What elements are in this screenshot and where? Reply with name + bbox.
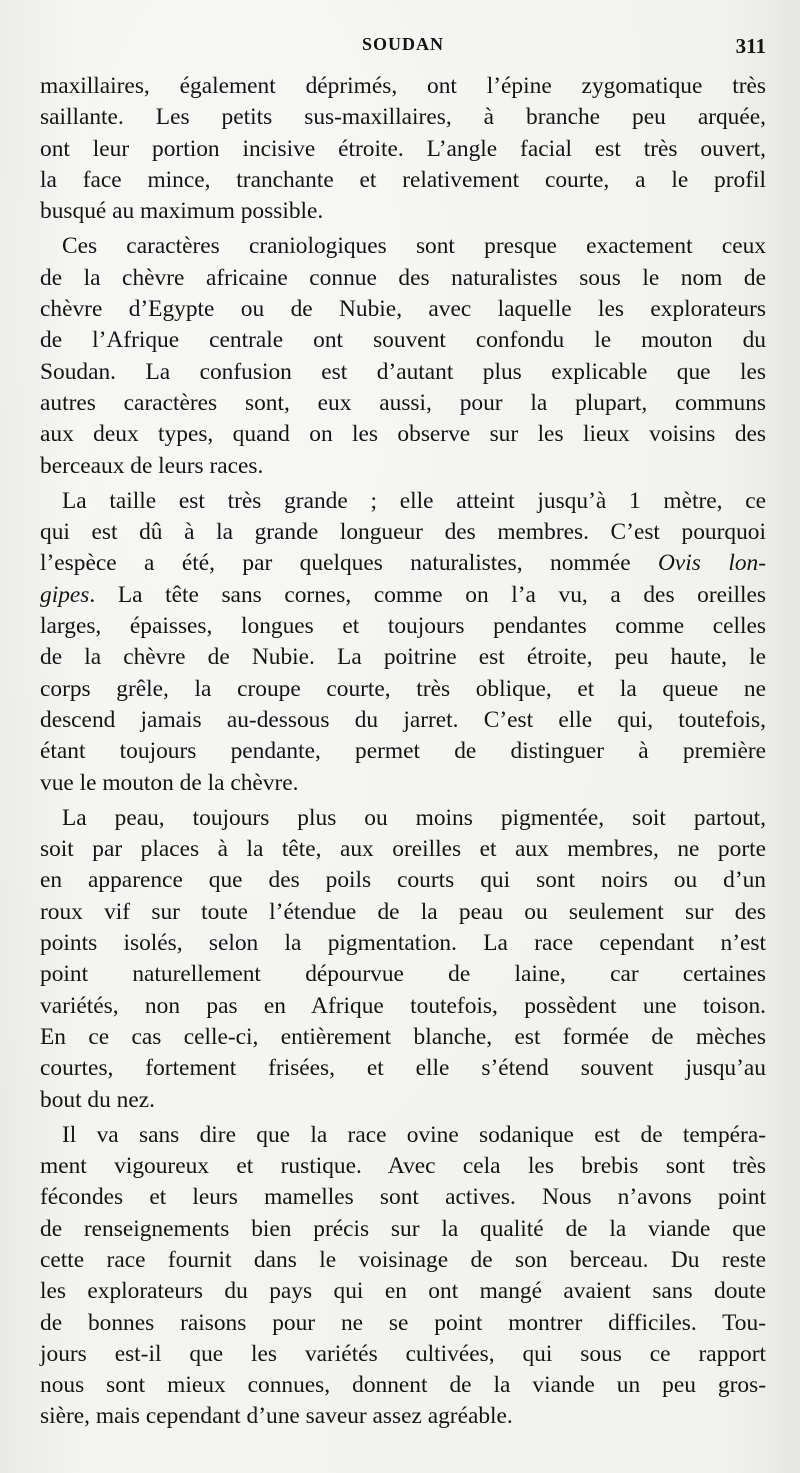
text-line: saillante. Les petits sus-maxillaires, à branche peu arquée,: [40, 104, 766, 131]
text-line: nous sont mieux connues, donnent de la viande un peu gros-: [40, 1372, 766, 1399]
text-line: variétés, non pas en Afrique toutefois, possèdent une toison.: [40, 992, 766, 1019]
text-line: étant toujours pendante, permet de distinguer à première: [40, 738, 766, 765]
text-line: la face mince, tranchante et relativement courte, a le profil: [40, 166, 766, 193]
text-line: point naturellement dépourvue de laine, car certaines: [40, 961, 766, 988]
paragraph: [40, 71, 766, 227]
text-line: Ces caractères craniologiques sont presque exactement ceux: [62, 233, 766, 260]
text-line: de la chèvre de Nubie. La poitrine est étroite, peu haute, le: [40, 644, 766, 671]
paragraph: [40, 486, 766, 799]
text-line: busqué au maximum possible.: [40, 198, 324, 225]
text-line: l’espèce a été, par quelques naturalistes, nommée Ovis lon-: [40, 550, 766, 577]
text-line: larges, épaisses, longues et toujours pendantes comme celles: [40, 613, 766, 640]
body-text: [40, 71, 766, 1437]
text-line: roux vif sur toute l’étendue de la peau ou seulement sur des: [40, 898, 766, 925]
text-line: en apparence que des poils courts qui sont noirs ou d’un: [40, 867, 766, 894]
text-line: La peau, toujours plus ou moins pigmentée, soit partout,: [62, 804, 766, 831]
text-line: gipes. La tête sans cornes, comme on l’a vu, a des oreilles: [40, 581, 766, 608]
text-line: berceaux de leurs races.: [40, 452, 264, 479]
text-line: corps grêle, la croupe courte, très oblique, et la queue ne: [40, 675, 766, 702]
text-line: bout du nez.: [40, 1086, 155, 1113]
text-line: autres caractères sont, eux aussi, pour la plupart, communs: [40, 389, 766, 416]
text-line: les explorateurs du pays qui en ont mangé avaient sans doute: [40, 1278, 766, 1305]
text-line: chèvre d’Egypte ou de Nubie, avec laquelle les explorateurs: [40, 296, 766, 323]
italic-term: Ovis lon-: [658, 550, 766, 577]
text-line: Il va sans dire que la race ovine sodanique est de tempéra-: [62, 1121, 766, 1148]
text-line: fécondes et leurs mamelles sont actives. Nous n’avons point: [40, 1184, 766, 1211]
text-line: soit par places à la tête, aux oreilles et aux membres, ne porte: [40, 836, 766, 863]
page-number: 311: [735, 34, 766, 58]
text-line: de l’Afrique centrale ont souvent confondu le mouton du: [40, 327, 766, 354]
text-line: ont leur portion incisive étroite. L’angle facial est très ouvert,: [40, 135, 766, 162]
text-line: sière, mais cependant d’une saveur assez agréable.: [40, 1403, 513, 1430]
text-line: aux deux types, quand on les observe sur les lieux voisins des: [40, 421, 766, 448]
text-line: courtes, fortement frisées, et elle s’étend souvent jusqu’au: [40, 1055, 766, 1082]
text-line: ment vigoureux et rustique. Avec cela les brebis sont très: [40, 1153, 766, 1180]
text-line: descend jamais au-dessous du jarret. C’est elle qui, toutefois,: [40, 706, 766, 733]
text-line: jours est-il que les variétés cultivées, qui sous ce rapport: [40, 1340, 766, 1367]
text-line: En ce cas celle-ci, entièrement blanche, est formée de mèches: [40, 1023, 766, 1050]
text-line: de renseignements bien précis sur la qualité de la viande que: [40, 1215, 766, 1242]
text-line: La taille est très grande ; elle atteint jusqu’à 1 mètre, ce: [62, 487, 766, 514]
text-line: cette race fournit dans le voisinage de son berceau. Du reste: [40, 1246, 766, 1273]
text-line: Soudan. La confusion est d’autant plus explicable que les: [40, 358, 766, 385]
running-head: SOUDAN: [361, 34, 444, 54]
paragraph: [40, 803, 766, 1116]
text-line: de la chèvre africaine connue des naturalistes sous le nom de: [40, 264, 766, 291]
text-line: vue le mouton de la chèvre.: [40, 769, 299, 796]
text-line: maxillaires, également déprimés, ont l’épine zygomatique très: [40, 73, 766, 99]
text-line: qui est dû à la grande longueur des membres. C’est pourquoi: [40, 519, 766, 546]
paragraph: [40, 231, 766, 481]
italic-term: gipes: [40, 581, 90, 608]
text-line: de bonnes raisons pour ne se point montrer difficiles. Tou-: [40, 1309, 766, 1336]
page-header: [40, 32, 766, 64]
text-line: points isolés, selon la pigmentation. La race cependant n’est: [40, 930, 766, 957]
paragraph: [40, 1120, 766, 1433]
